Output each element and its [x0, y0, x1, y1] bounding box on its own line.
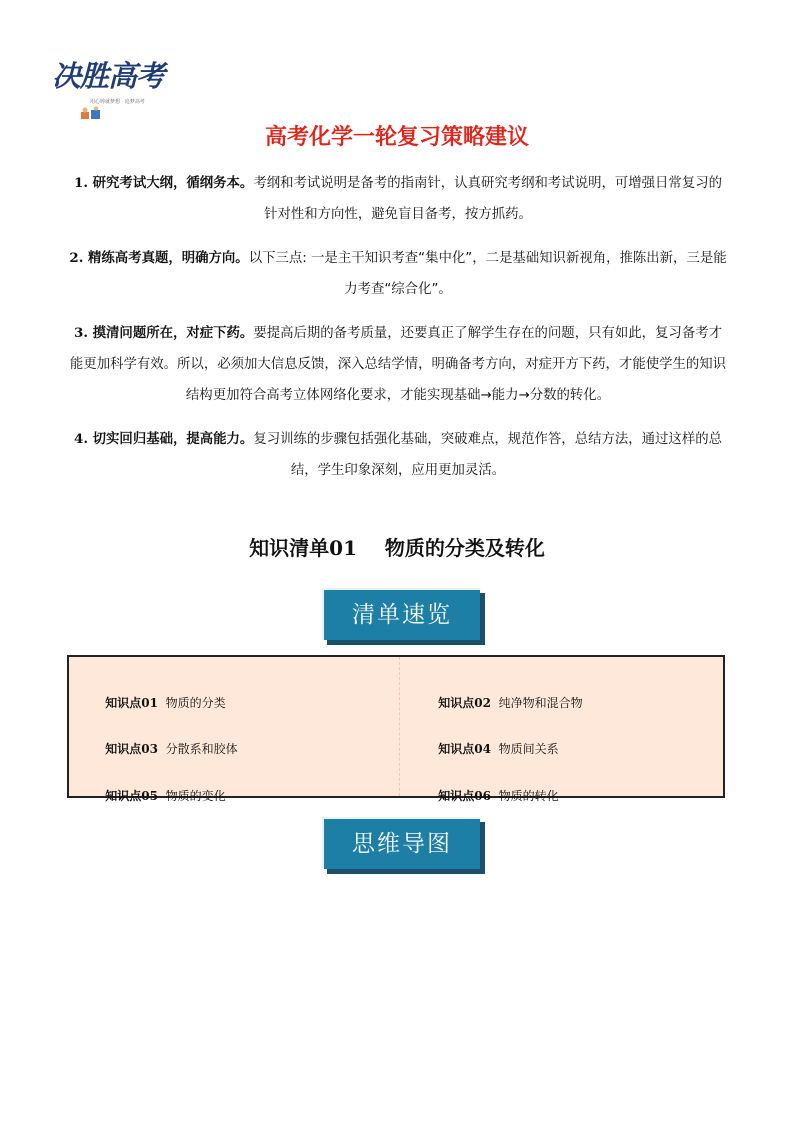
mindmap-badge: 思维导图 [322, 817, 480, 869]
paragraph-body: 复习训练的步骤包括强化基础，突破难点，规范作答，总结方法，通过这样的总结，学生印象深刻，应用更加灵活。 [253, 432, 722, 478]
knowledge-point-name: 分散系和胶体 [165, 742, 238, 756]
knowledge-point-name: 纯净物和混合物 [498, 696, 583, 710]
knowledge-point-number: 知识点06 [438, 789, 491, 803]
knowledge-point-02 [423, 680, 583, 725]
knowledge-point-01 [90, 680, 226, 725]
strategy-paragraph-4 [68, 424, 728, 486]
paragraph-heading: 1. 研究考试大纲，循纲务本。 [74, 175, 254, 191]
logo-tagline: 用心铸就梦想 · 追梦高考 [90, 99, 145, 105]
page-title: 高考化学一轮复习策略建议 [264, 125, 529, 150]
knowledge-point-name: 物质的分类 [165, 696, 226, 710]
knowledge-point-04 [423, 726, 559, 771]
brand-logo [52, 50, 164, 125]
paragraph-heading: 4. 切实回归基础，提高能力。 [74, 431, 254, 447]
overview-badge: 清单速览 [322, 588, 480, 640]
section-title: 知识清单01 物质的分类及转化 [249, 536, 545, 560]
knowledge-point-06 [423, 773, 559, 818]
knowledge-point-name: 物质的转化 [498, 789, 559, 803]
knowledge-point-number: 知识点03 [105, 742, 158, 756]
knowledge-point-03 [90, 726, 238, 771]
knowledge-point-number: 知识点01 [105, 696, 158, 710]
strategy-paragraph-2 [68, 243, 728, 305]
knowledge-point-05 [90, 773, 226, 818]
paragraph-body: 考纲和考试说明是备考的指南针，认真研究考纲和考试说明，可增强日常复习的针对性和方向性，避免盲目备考，按方抓药。 [253, 176, 722, 222]
knowledge-point-number: 知识点04 [438, 742, 491, 756]
paragraph-body: 以下三点: 一是主干知识考查“集中化”，二是基础知识新视角，推陈出新，三是能力考查“综合化”。 [248, 251, 727, 297]
strategy-paragraph-1 [68, 168, 728, 230]
column-divider [399, 657, 400, 796]
knowledge-point-number: 知识点05 [105, 789, 158, 803]
knowledge-point-name: 物质的变化 [165, 789, 226, 803]
logo-illustration-icon [80, 106, 104, 120]
knowledge-point-number: 知识点02 [438, 696, 491, 710]
knowledge-point-name: 物质间关系 [498, 742, 559, 756]
logo-text: 决胜高考 [52, 59, 165, 93]
paragraph-body: 要提高后期的备考质量，还要真正了解学生存在的问题，只有如此，复习备考才能更加科学有效。所以，必须加大信息反馈，深入总结学情，明确备考方向，对症开方下药，才能使学生的知识结构更加符合高考立体网络化要求，才能实现基础→能力→分数的转化。 [69, 326, 727, 403]
knowledge-points-box [67, 655, 725, 803]
paragraph-heading: 3. 摸清问题所在，对症下药。 [74, 325, 254, 341]
strategy-paragraph-3 [68, 318, 728, 411]
paragraph-heading: 2. 精练高考真题，明确方向。 [69, 250, 249, 266]
